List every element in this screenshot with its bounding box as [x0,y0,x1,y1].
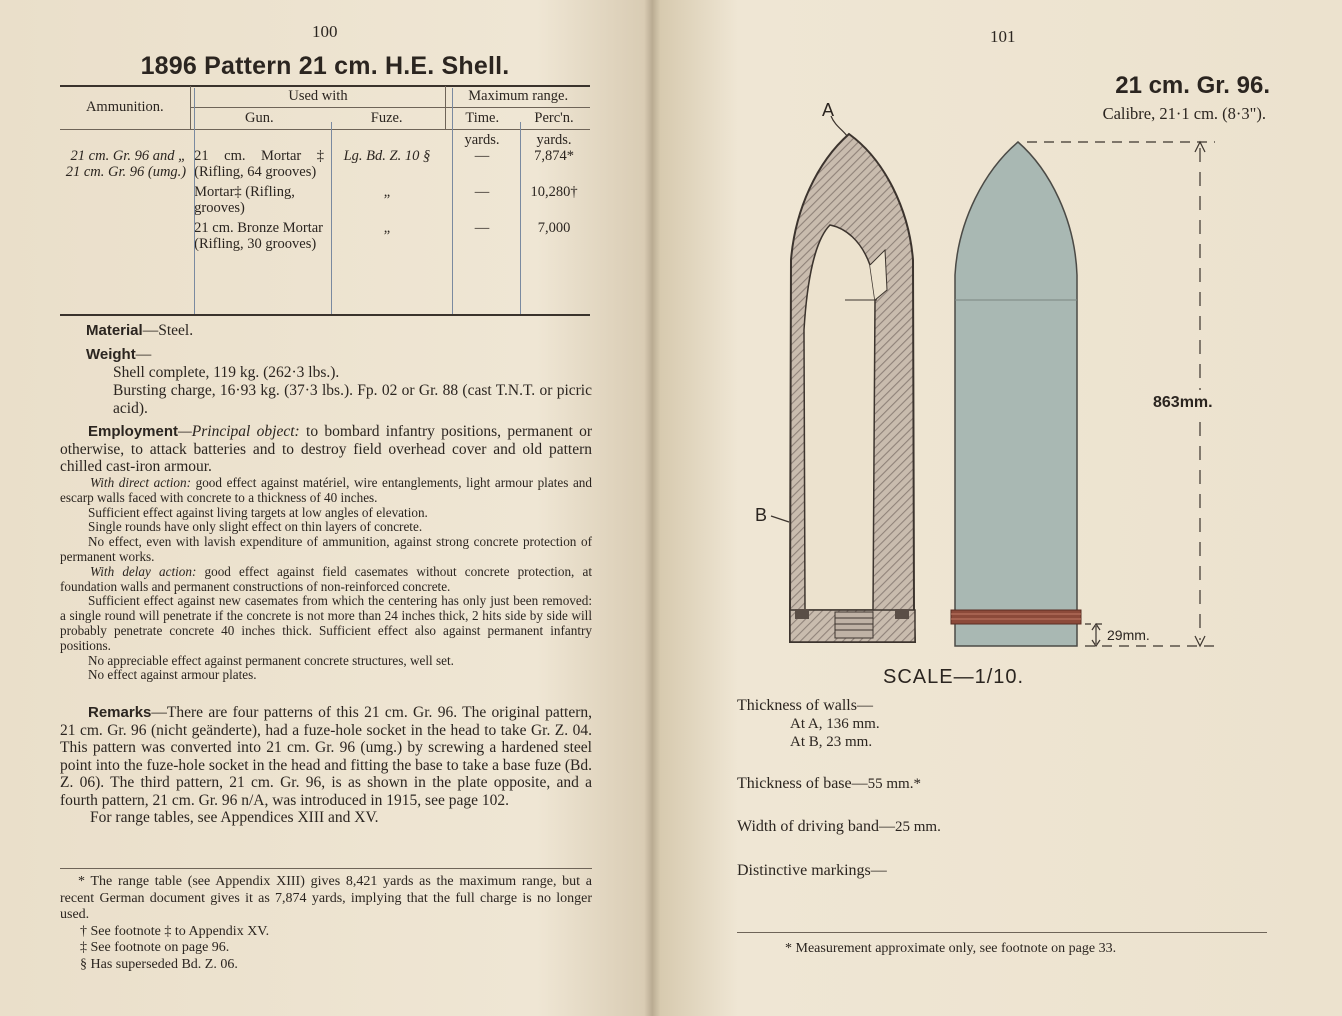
table-bottom-rule [60,314,590,316]
band-label: Width of driving band— [737,818,895,835]
weight-section [86,346,592,364]
table-divider [520,122,521,314]
table-divider [452,88,453,314]
weight-dash: — [135,346,152,363]
remarks-label: Remarks [88,704,152,721]
cell-gun: 21 cm. Mortar ‡ (Rifling, 64 grooves) [194,148,324,180]
leader-b [771,516,789,522]
footnote-item: * The range table (see Appendix XIII) gives 8,421 yards as the maximum range, but a recent German document gives it as 7,874 yards, implying that the full charge is no longer used. [60,874,592,922]
header-used-with: Used with [190,86,446,108]
page-title-right: 21 cm. Gr. 96. [1115,72,1270,99]
weight-label: Weight [86,346,136,363]
header-perc: Perc'n. [518,108,590,130]
base-line [737,774,921,794]
footnotes [60,874,592,973]
calibre-text: Calibre, 21·1 cm. (8·3"). [1102,104,1266,123]
direct-action-para [60,476,592,506]
page-number-left: 100 [312,22,338,41]
ammunition-table [60,86,590,254]
shell-exterior [951,142,1081,646]
delay-action-line: Sufficient effect against new casemates from which the centering has only just been removed: a single round will penetrate if the concrete is not more than 24 inches thick, 2 hits side by side will probably penetrate concrete 40 inches thick. Sufficient effect also against permanent infantry positions. [60,593,592,653]
label-b: B [755,505,768,525]
cell-time: yards. — [464,132,500,164]
employment-text: to bombard infantry positions, permanent or otherwise, to attack batteries and to destroy field overhead cover and old pattern chilled cast-iron armour. [60,423,592,475]
footnote-item: † See footnote ‡ to Appendix XV. [80,923,270,939]
page-title-left: 1896 Pattern 21 cm. H.E. Shell. [140,52,510,80]
cell-gun: Mortar‡ (Rifling, grooves) [194,184,295,216]
cell-fuze: „ [383,220,391,236]
weight-line-2: Bursting charge, 16·93 kg. (37·3 lbs.). Fp. 02 or Gr. 88 (cast T.N.T. or picric acid). [113,382,592,417]
base-label: Thickness of base— [737,775,868,792]
weight-line-1: Shell complete, 119 kg. (262·3 lbs.). [113,364,340,381]
material-text: —Steel. [142,322,194,339]
header-ammunition: Ammunition. [60,86,190,130]
remarks-section [60,704,592,827]
direct-action-block [60,476,592,683]
dimension-band-label: 29mm. [1107,627,1150,643]
cell-ammunition: 21 cm. Gr. 96 and „ 21 cm. Gr. 96 (umg.) [65,148,187,180]
cell-time: — [474,220,490,236]
header-time: Time. [446,108,518,130]
band-value: 25 mm. [895,819,941,835]
page-number-right: 101 [990,27,1016,46]
employment-label: Employment [88,423,179,440]
right-page [655,0,1342,1016]
label-a: A [822,100,835,120]
table-row [60,130,590,183]
employment-lead: —Principal object: [178,423,300,440]
direct-action-text: good effect against matériel, wire entanglements, light armour plates and escarp walls faced with concrete to a thickness of 40 inches. [60,475,592,505]
employment-section [60,423,592,476]
direct-action-line: Sufficient effect against living targets at low angles of elevation. [88,504,428,520]
delay-action-para [60,565,592,595]
header-fuze: Fuze. [328,108,446,130]
direct-action-line: No effect, even with lavish expenditure of ammunition, against strong concrete protection of permanent works. [60,534,592,564]
material-label: Material [86,322,143,339]
cell-fuze: „ [383,184,391,200]
direct-action-line: Single rounds have only slight effect on thin layers of concrete. [88,519,423,535]
cell-time: — [474,184,490,200]
cell-gun: 21 cm. Bronze Mortar (Rifling, 30 grooves) [194,220,323,252]
direct-action-label: With direct action: [90,475,192,490]
walls-b: At B, 23 mm. [790,734,873,750]
dimension-length-label: 863mm. [1153,394,1213,411]
left-page [0,0,645,1016]
walls-label: Thickness of walls— [737,697,873,714]
range-tables-line: For range tables, see Appendices XIII and XV. [90,809,379,826]
markings-label: Distinctive markings— [737,862,887,879]
cell-perc: yards. 7,874* [534,132,574,164]
scale-label: SCALE—1/10. [883,666,1025,688]
header-gun: Gun. [190,108,328,130]
table-divider [194,88,195,314]
delay-action-line: No effect against armour plates. [88,667,257,683]
table-divider [331,122,332,314]
cell-perc: 10,280† [530,184,578,200]
remarks-text: —There are four patterns of this 21 cm. Gr. 96. The original pattern, 21 cm. Gr. 96 (nicht geänderte), had a fuze-hole socket in the head to take Gr. Z. 04. This pattern was converted into 21 cm. Gr. 96 (umg.) by screwing a hardened steel point into the fuze-hole socket in the head and fitting the base to take a base fuze (Bd. Z. 06). The third pattern, 21 cm. Gr. 96, is as shown in the plate opposite, and a fourth pattern, 21 cm. Gr. 96 n/A, was introduced in 1915, see page 102. [60,704,592,809]
cell-perc: 7,000 [537,220,571,236]
walls-a: At A, 136 mm. [790,716,880,732]
delay-action-label: With delay action: [90,563,197,579]
base-value: 55 mm.* [867,776,921,792]
footnote-item: § Has superseded Bd. Z. 06. [80,956,238,972]
footnote-right: * Measurement approximate only, see footnote on page 33. [785,941,1117,956]
footnote-rule-right [737,932,1267,933]
cell-fuze: Lg. Bd. Z. 10 § [343,148,431,164]
band-line [737,817,941,837]
delay-action-text: good effect against field casemates without concrete protection, at foundation walls and permanent constructions of non-reinforced concrete. [60,563,592,594]
footnote-item: ‡ See footnote on page 96. [80,940,230,955]
delay-action-line: No appreciable effect against permanent concrete structures, well set. [88,652,454,668]
shell-drawing [655,90,1342,650]
header-max-range: Maximum range. [446,86,590,108]
footnote-rule [60,868,592,869]
material-section [86,322,586,340]
shell-cross-section [790,134,915,642]
